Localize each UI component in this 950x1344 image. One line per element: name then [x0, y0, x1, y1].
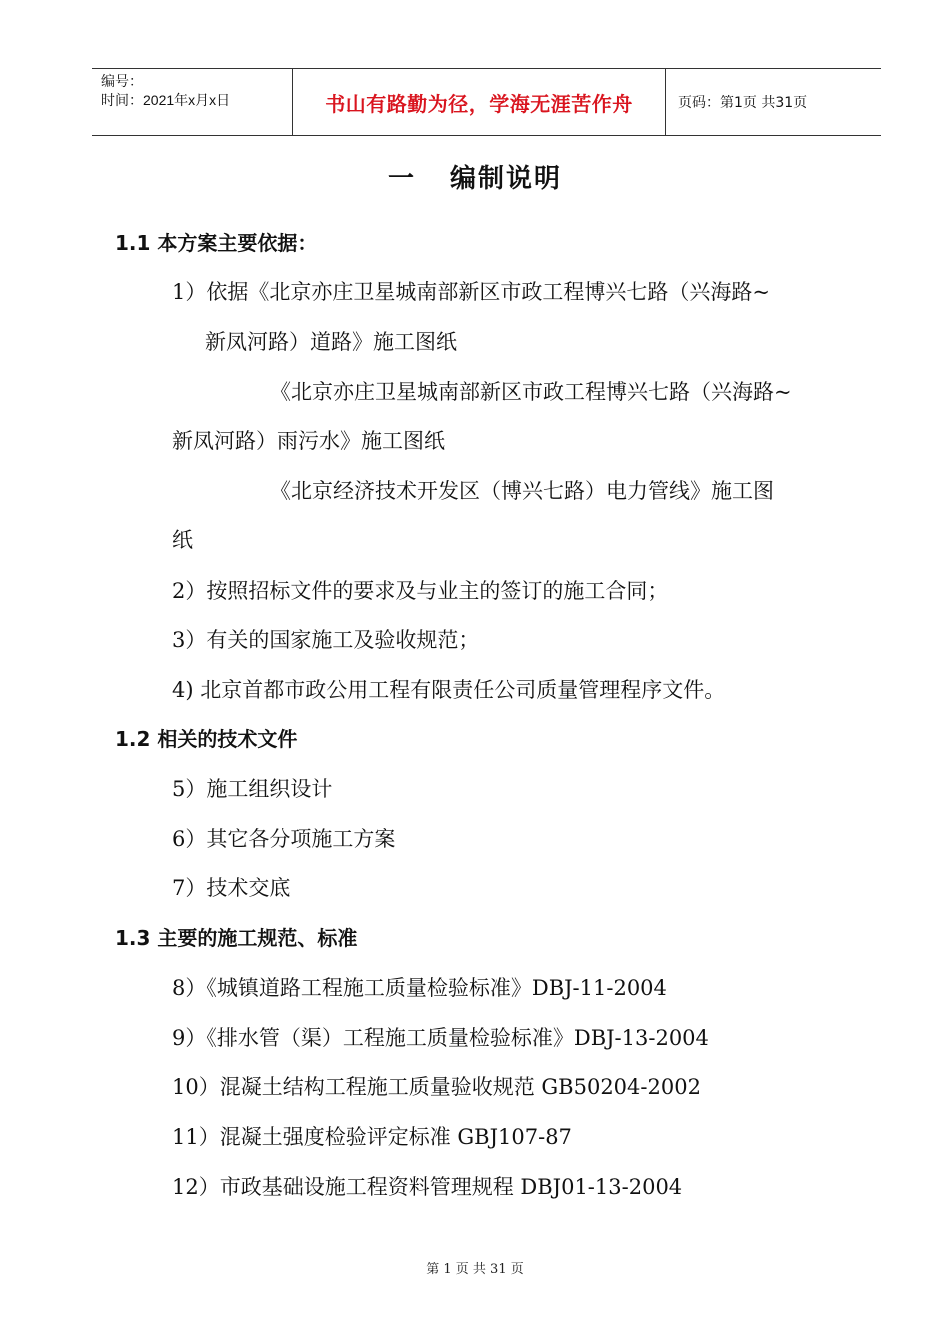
time-label: 时间：2021年x月x日	[101, 92, 231, 108]
list-item-5: 5）施工组织设计	[172, 777, 333, 801]
section-number: 一	[387, 164, 416, 194]
motto-text: 书山有路勤为径，学海无涯苦作舟	[325, 91, 633, 116]
section-heading: 编制说明	[450, 164, 563, 194]
code-label: 编号：	[101, 73, 143, 89]
heading-1-1: 1.1 本方案主要依据：	[115, 231, 318, 255]
page-footer: 第 1 页 共 31 页	[426, 1262, 524, 1277]
list-item-1-line-a: 1）依据《北京亦庄卫星城南部新区市政工程博兴七路（兴海路~	[172, 280, 770, 304]
list-item-4: 4) 北京首都市政公用工程有限责任公司质量管理程序文件。	[172, 678, 726, 702]
list-item-1-line-f: 纸	[172, 528, 193, 552]
header-meta-cell	[92, 69, 293, 135]
list-item-8: 8）《城镇道路工程施工质量检验标准》DBJ-11-2004	[172, 976, 667, 1000]
heading-1-3: 1.3 主要的施工规范、标准	[115, 926, 358, 950]
list-item-1-line-b: 新凤河路）道路》施工图纸	[205, 330, 457, 354]
list-item-1-line-c: 《北京亦庄卫星城南部新区市政工程博兴七路（兴海路~	[270, 380, 792, 404]
page-info: 页码：第1页 共31页	[678, 95, 808, 111]
list-item-10: 10）混凝土结构工程施工质量验收规范 GB50204-2002	[172, 1075, 701, 1099]
list-item-1-line-d: 新凤河路）雨污水》施工图纸	[172, 429, 445, 453]
list-item-9: 9）《排水管（渠）工程施工质量检验标准》DBJ-13-2004	[172, 1026, 709, 1050]
header-page-cell	[666, 69, 881, 135]
page-header	[92, 68, 881, 136]
list-item-3: 3）有关的国家施工及验收规范；	[172, 628, 480, 652]
list-item-6: 6）其它各分项施工方案	[172, 827, 396, 851]
list-item-1-line-e: 《北京经济技术开发区（博兴七路）电力管线》施工图	[270, 479, 774, 503]
section-title	[0, 158, 950, 195]
list-item-2: 2）按照招标文件的要求及与业主的签订的施工合同；	[172, 579, 669, 603]
list-item-11: 11）混凝土强度检验评定标准 GBJ107-87	[172, 1125, 572, 1149]
header-motto-cell	[293, 69, 666, 135]
list-item-7: 7）技术交底	[172, 876, 291, 900]
heading-1-2: 1.2 相关的技术文件	[115, 727, 298, 751]
list-item-12: 12）市政基础设施工程资料管理规程 DBJ01-13-2004	[172, 1175, 683, 1199]
